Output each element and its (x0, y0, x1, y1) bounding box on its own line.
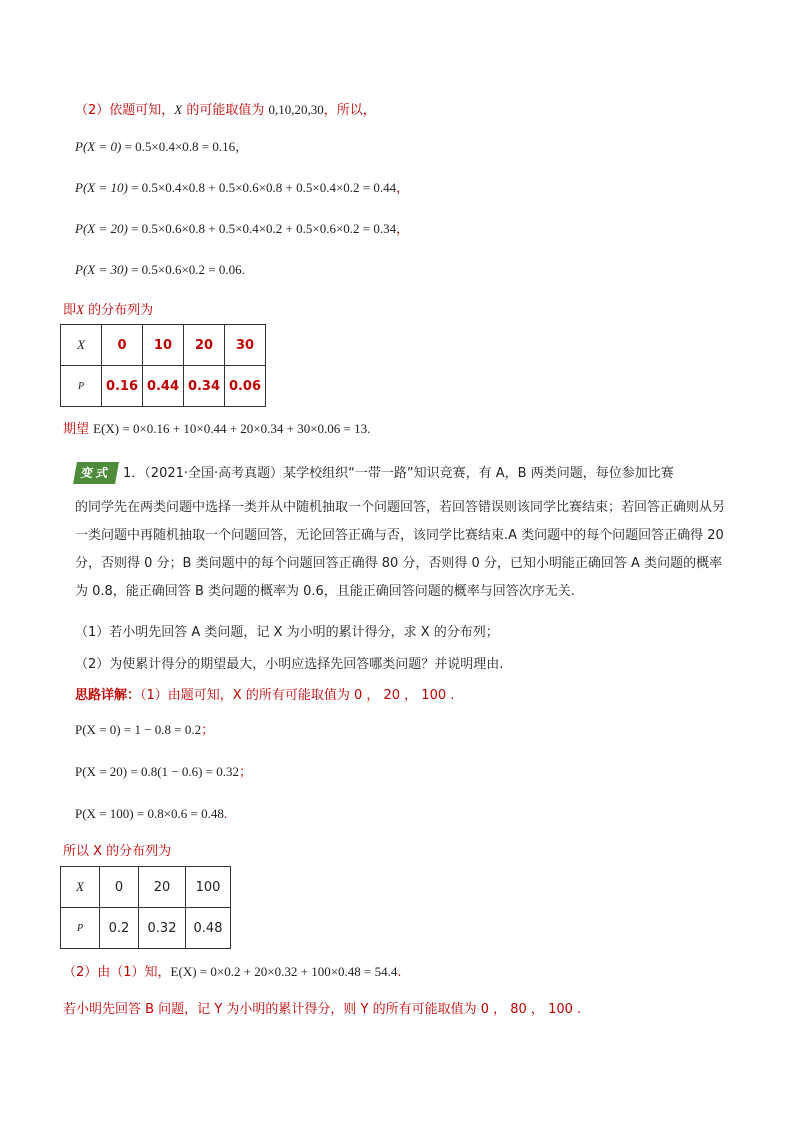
solution-last-line: 若小明先回答 B 问题，记 Y 为小明的累计得分，则 Y 的所有可能取值为 0 ， 80 ， 100 . (63, 1002, 582, 1017)
solution-end: ； (201, 722, 215, 737)
prob-rhs: = 0.5×0.4×0.8 + 0.5×0.6×0.8 + 0.5×0.4×0.2 = 0.44 (127, 180, 397, 195)
prob-end: . (241, 262, 245, 277)
prob-end: ， (396, 180, 410, 195)
part2-end: . (397, 965, 402, 980)
table-cell: 0.34 (184, 366, 225, 407)
dist1-pre: 即 (63, 303, 77, 318)
solution-expr: P(X = 100) = 0.8×0.6 = 0.48 (75, 806, 224, 821)
table-cell: 0.32 (139, 908, 186, 949)
prob-rhs: = 0.5×0.6×0.2 = 0.06 (127, 262, 242, 277)
variant-q2: （2）为使累计得分的期望最大，小明应选择先回答哪类问题？并说明理由. (75, 657, 504, 672)
variant-problem-body: 的同学先在两类问题中选择一类并从中随机抽取一个问题回答，若回答错误则该同学比赛结束；若回答正确则从另一类问题中再随机抽取一个问题回答，无论回答正确与否，该同学比赛结束.A 类问题中的每个问题回答正确得 20 分，否则得 0 分；B 类问题中的每个问题回答正确得 80 分，否则得 0 分，已知小明能正确回答 A 类问题的概率为 0.8，能正确回答 B 类问题的概率为 0.6，且能正确回答问题的概率与回答次序无关. (75, 500, 726, 599)
part2-pre: （2）由（1）知， (63, 965, 171, 980)
prob-line-0 (75, 137, 248, 157)
prob-line-3 (75, 260, 245, 280)
part2-end: ，所以， (323, 103, 376, 118)
dist1-var: X (76, 302, 84, 317)
expectation-expr: E(X) = 0×0.16 + 10×0.44 + 20×0.34 + 30×0.06 = 13. (93, 421, 371, 436)
table-cell: 100 (186, 867, 231, 908)
variant-source: （2021·全国·高考真题） (144, 466, 284, 481)
solution-expr: P(X = 0) = 1 − 0.8 = 0.2 (75, 722, 202, 737)
table-cell: 0 (100, 867, 139, 908)
part2-text: 的可能取值为 (182, 103, 269, 118)
part2-label: （2）依题可知， (75, 103, 175, 118)
prob-lhs: P(X = 10) (75, 180, 128, 195)
part2-intro (75, 100, 376, 121)
prob-lhs: P(X = 30) (75, 262, 128, 277)
solution-part1: （1）由题可知，X 的所有可能取值为 0 ， 20 ， 100 . (140, 688, 455, 703)
expectation-label: 期望 (63, 422, 94, 437)
table-header-x: X (61, 325, 102, 366)
table-header-p: P (61, 908, 100, 949)
variant-q1: （1）若小明先回答 A 类问题，记 X 为小明的累计得分，求 X 的分布列； (75, 625, 499, 640)
variant-problem-line1: 某学校组织“一带一路”知识竞赛，有 A，B 两类问题，每位参加比赛 (283, 466, 674, 481)
dist1-post: 的分布列为 (83, 303, 154, 318)
solution-line-1 (75, 762, 252, 782)
solution-expr: P(X = 20) = 0.8(1 − 0.6) = 0.32 (75, 764, 240, 779)
prob-line-2 (75, 219, 409, 239)
table-cell: 30 (225, 325, 266, 366)
prob-end: ， (235, 139, 249, 154)
table-cell: 10 (143, 325, 184, 366)
table-cell: 0.2 (100, 908, 139, 949)
solution-part2 (63, 962, 402, 983)
table-row (61, 867, 231, 908)
distribution-table-1 (60, 324, 266, 407)
solution-line-2 (75, 804, 227, 824)
solution-end: . (223, 806, 228, 821)
table-header-p: P (61, 366, 102, 407)
prob-lhs: P(X = 0) (75, 139, 122, 154)
part2-values: 0,10,20,30 (268, 102, 324, 117)
table-header-x: X (61, 867, 100, 908)
prob-rhs: = 0.5×0.4×0.8 = 0.16 (121, 139, 236, 154)
table-cell: 0.48 (186, 908, 231, 949)
prob-lhs: P(X = 20) (75, 221, 128, 236)
table-row (61, 325, 266, 366)
part2-expr: E(X) = 0×0.2 + 20×0.32 + 100×0.48 = 54.4 (170, 964, 398, 979)
variant-header (75, 462, 674, 484)
var-x: X (174, 102, 183, 117)
expectation-1 (63, 419, 370, 440)
variant-tag: 变式 (73, 462, 119, 484)
table-cell: 0.44 (143, 366, 184, 407)
table-cell: 0.16 (102, 366, 143, 407)
variant-number: 1． (123, 466, 145, 481)
table-row (61, 366, 266, 407)
prob-rhs: = 0.5×0.6×0.8 + 0.5×0.4×0.2 + 0.5×0.6×0.2 = 0.34 (127, 221, 397, 236)
solution-intro (75, 686, 454, 706)
table-cell: 20 (139, 867, 186, 908)
distribution-table-2 (60, 866, 231, 949)
prob-line-1 (75, 178, 409, 198)
dist1-title (63, 300, 153, 321)
solution-end: ； (239, 764, 253, 779)
table-cell: 20 (184, 325, 225, 366)
solution-line-0 (75, 720, 214, 740)
prob-end: ， (396, 221, 410, 236)
solution-label: 思路详解： (75, 688, 141, 703)
table-cell: 0 (102, 325, 143, 366)
table-cell: 0.06 (225, 366, 266, 407)
table-row (61, 908, 231, 949)
dist2-title: 所以 X 的分布列为 (63, 844, 172, 859)
